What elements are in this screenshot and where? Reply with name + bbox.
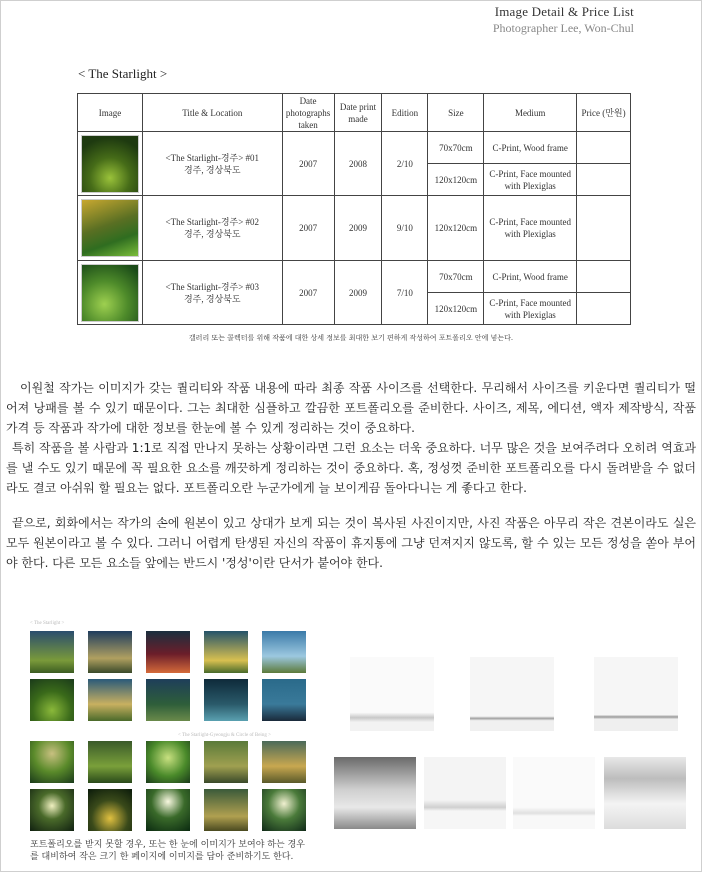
artwork-thumbnail xyxy=(81,199,139,257)
table-row xyxy=(78,261,631,293)
artwork-title: <The Starlight-경주> #02 xyxy=(165,217,260,227)
price-table xyxy=(77,93,631,325)
bw-photo xyxy=(513,757,595,829)
date-print-cell: 2008 xyxy=(334,132,382,196)
mosaic-image xyxy=(262,679,306,721)
table-header-row xyxy=(78,94,631,132)
col-image: Image xyxy=(78,94,143,132)
price-cell xyxy=(577,132,631,164)
mosaic-image xyxy=(146,679,190,721)
col-medium: Medium xyxy=(484,94,577,132)
medium-cell: C-Print, Wood frame xyxy=(484,261,577,293)
mosaic-image xyxy=(262,631,306,673)
mosaic-image xyxy=(88,741,132,783)
mosaic-image xyxy=(146,631,190,673)
artwork-thumbnail xyxy=(81,135,139,193)
mosaic-image xyxy=(30,631,74,673)
mosaic-image xyxy=(88,679,132,721)
artwork-location: 경주, 경상북도 xyxy=(183,229,241,239)
col-date-print: Date print made xyxy=(334,94,382,132)
col-edition: Edition xyxy=(382,94,428,132)
col-price: Price (만원) xyxy=(577,94,631,132)
mosaic-label-top: < The Starlight > xyxy=(30,621,65,626)
body-paragraph-1: 이원철 작가는 이미지가 갖는 퀄리티와 작품 내용에 따라 최종 작품 사이즈를 선택한다. 무리해서 사이즈를 키운다면 퀄리티가 떨어져 낭패를 볼 수 있기 때문이다. 그는 최대한 심플하고 깔끔한 포트폴리오를 준비한다. 사이즈, 제목, 에디션, 액자 제작방식, 작품 가격 등 작품과 작가에 대한 정보를 한눈에 볼 수 있게 정리하는 것이 중요하다. xyxy=(6,381,696,435)
price-cell xyxy=(577,293,631,325)
mosaic-image xyxy=(204,631,248,673)
body-paragraph-2: 특히 작품을 볼 사람과 1:1로 직접 만나지 못하는 상황이라면 그런 요소는 더욱 중요하다. 너무 많은 것을 보여주려다 오히려 역효과를 낼 수도 있기 때문에 꼭 필요한 요소를 깨끗하게 정리하는 것이 중요하다. 혹, 정성껏 준비한 포트폴리오를 다시 돌려받을 수 없더라도 결코 아쉬워 할 필요는 없다. 포트폴리오란 누군가에게 늘 보이게끔 돌아다니는 게 좋다고 한다. xyxy=(6,441,696,495)
image-cell xyxy=(78,196,143,261)
price-cell xyxy=(577,196,631,261)
mosaic-image xyxy=(204,679,248,721)
col-title: Title & Location xyxy=(142,94,282,132)
table-row xyxy=(78,196,631,261)
artwork-thumbnail xyxy=(81,264,139,322)
edition-cell: 7/10 xyxy=(382,261,428,325)
price-cell xyxy=(577,261,631,293)
price-cell xyxy=(577,164,631,196)
mosaic-image xyxy=(30,741,74,783)
bw-photo xyxy=(470,657,554,731)
artwork-title: <The Starlight-경주> #01 xyxy=(165,152,260,163)
edition-cell: 9/10 xyxy=(382,196,428,261)
bw-photo xyxy=(604,757,686,829)
artwork-location: 경주, 경상북도 xyxy=(183,164,241,175)
header-photographer: Photographer Lee, Won-Chul xyxy=(492,21,634,35)
date-taken-cell: 2007 xyxy=(282,196,334,261)
mosaic-image xyxy=(146,789,190,831)
mosaic-image xyxy=(30,679,74,721)
bw-photo xyxy=(350,657,434,731)
bw-photo xyxy=(334,757,416,829)
header-title: Image Detail & Price List xyxy=(494,4,634,19)
mosaic-image xyxy=(88,789,132,831)
size-cell: 70x70cm xyxy=(428,132,484,164)
edition-cell: 2/10 xyxy=(382,132,428,196)
mosaic-image xyxy=(88,631,132,673)
mosaic-image xyxy=(204,741,248,783)
mosaic-image xyxy=(262,789,306,831)
mosaic-image xyxy=(262,741,306,783)
date-print-cell: 2009 xyxy=(334,196,382,261)
mosaic-label-mid: < The Starlight-Gyeongju & Circle of Being > xyxy=(178,733,271,738)
title-cell xyxy=(142,132,282,196)
size-cell: 120x120cm xyxy=(428,196,484,261)
artwork-location: 경주, 경상북도 xyxy=(183,293,241,304)
medium-cell: C-Print, Face mounted with Plexiglas xyxy=(484,293,577,325)
image-cell xyxy=(78,261,143,325)
medium-cell: C-Print, Wood frame xyxy=(484,132,577,164)
size-cell: 120x120cm xyxy=(428,164,484,196)
mosaic-image xyxy=(204,789,248,831)
body-paragraph-3: 끝으로, 회화에서는 작가의 손에 원본이 있고 상대가 보게 되는 것이 복사된 사진이지만, 사진 작품은 아무리 작은 견본이라도 실은 모두 원본이라고 볼 수 있다. 그러니 어렵게 탄생된 자신의 작품이 휴지통에 그냥 던져지지 않도록, 할 수 있는 모든 정성을 쏟아 부어야 한다. 다른 모든 요소들 앞에는 반드시 '정성'이란 단서가 붙어야 한다. xyxy=(6,516,696,570)
section-title: < The Starlight > xyxy=(78,66,168,81)
mosaic-image xyxy=(30,789,74,831)
table-caption: 갤러리 또는 콜렉터를 위해 작품에 대한 상세 정보를 최대한 보기 편하게 작성하여 포트폴리오 안에 넣는다. xyxy=(188,334,514,342)
mosaic-caption: 포트폴리오를 받지 못할 경우, 또는 한 눈에 이미지가 보여야 하는 경우를 대비하여 작은 크기 한 페이지에 이미지를 담아 준비하기도 한다. xyxy=(30,840,305,862)
col-size: Size xyxy=(428,94,484,132)
medium-cell: C-Print, Face mounted with Plexiglas xyxy=(484,164,577,196)
size-cell: 120x120cm xyxy=(428,293,484,325)
date-taken-cell: 2007 xyxy=(282,132,334,196)
image-cell xyxy=(78,132,143,196)
title-cell xyxy=(142,261,282,325)
bw-photo xyxy=(594,657,678,731)
artwork-title: <The Starlight-경주> #03 xyxy=(165,281,260,292)
medium-cell: C-Print, Face mounted with Plexiglas xyxy=(484,196,577,261)
size-cell: 70x70cm xyxy=(428,261,484,293)
bw-photo xyxy=(424,757,506,829)
portfolio-mosaic xyxy=(28,613,310,838)
date-print-cell: 2009 xyxy=(334,261,382,325)
title-cell xyxy=(142,196,282,261)
col-date-taken: Date photographs taken xyxy=(282,94,334,132)
date-taken-cell: 2007 xyxy=(282,261,334,325)
mosaic-image xyxy=(146,741,190,783)
table-row xyxy=(78,132,631,164)
